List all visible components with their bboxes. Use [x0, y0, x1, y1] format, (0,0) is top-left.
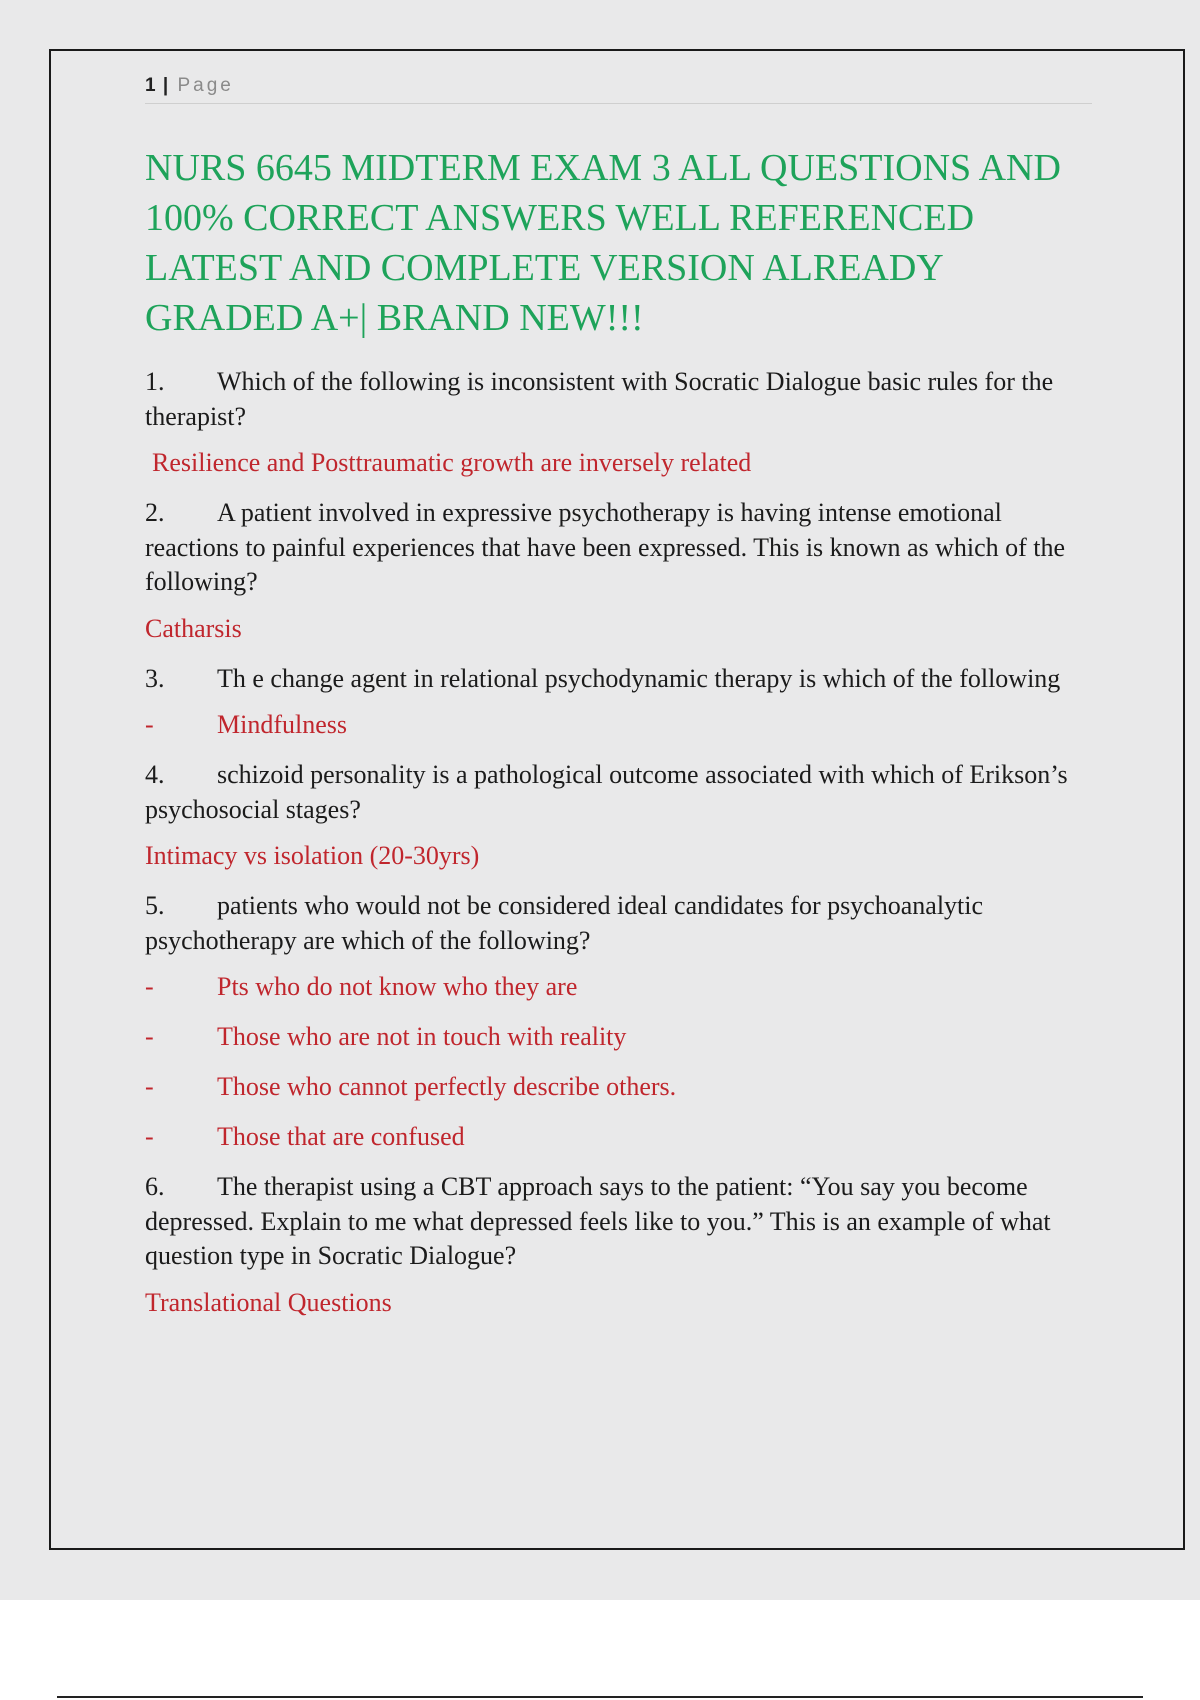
answer-5-bullet-3 [145, 1070, 1095, 1104]
question-number: 5. [145, 891, 165, 920]
question-number: 2. [145, 498, 165, 527]
question-number: 6. [145, 1172, 165, 1201]
question-5 [145, 889, 1095, 958]
question-text: patients who would not be considered ideal candidates for psychoanalytic psychotherapy are which of the following? [145, 891, 984, 955]
question-4 [145, 758, 1095, 827]
answer-6: Translational Questions [145, 1287, 392, 1317]
question-text: The therapist using a CBT approach says to the patient: “You say you become depressed. Explain to me what depressed feels like to you.” This is an example of what question type in Socratic Dialogue? [145, 1172, 1051, 1270]
question-6 [145, 1170, 1095, 1274]
bullet-dash: - [145, 1022, 154, 1051]
question-2 [145, 496, 1095, 600]
page-label: Page [177, 75, 234, 96]
bullet-text: Those who are not in touch with reality [217, 1022, 627, 1051]
page-header [145, 73, 1092, 104]
bullet-text: Those who cannot perfectly describe others. [217, 1072, 677, 1101]
bullet-dash: - [145, 710, 154, 739]
answer-5-bullet-4 [145, 1120, 1095, 1154]
bullet-text: Pts who do not know who they are [217, 972, 578, 1001]
page-number: 1 [145, 75, 156, 96]
question-number: 4. [145, 760, 165, 789]
page-separator: | [162, 75, 169, 96]
document-body [145, 143, 1095, 1336]
question-text: Th e change agent in relational psychodynamic therapy is which of the following [217, 663, 1061, 693]
question-text: Which of the following is inconsistent with Socratic Dialogue basic rules for the therapist? [145, 367, 1054, 431]
bullet-dash: - [145, 972, 154, 1001]
answer-4: Intimacy vs isolation (20-30yrs) [145, 841, 480, 870]
bullet-dash: - [145, 1072, 154, 1101]
answer-5-bullet-2 [145, 1020, 1095, 1054]
answer-1: Resilience and Posttraumatic growth are inversely related [152, 448, 752, 477]
question-1 [145, 365, 1095, 434]
answer-5-bullet-1 [145, 970, 1095, 1004]
bullet-text: Mindfulness [217, 710, 347, 739]
document-title: NURS 6645 MIDTERM EXAM 3 ALL QUESTIONS AND 100% CORRECT ANSWERS WELL REFERENCED LATEST AND COMPLETE VERSION ALREADY GRADED A+| BRAND NEW!!! [145, 147, 1061, 339]
question-text: A patient involved in expressive psychotherapy is having intense emotional reactions to painful experiences that have been expressed. This is known as which of the following? [145, 498, 1066, 596]
question-number: 1. [145, 367, 165, 396]
bullet-dash: - [145, 1122, 154, 1151]
answer-3-bullet-1 [145, 708, 1095, 742]
bullet-text: Those that are confused [217, 1122, 465, 1151]
answer-2: Catharsis [145, 613, 242, 643]
question-number: 3. [145, 663, 165, 693]
question-3 [145, 662, 1095, 697]
question-text: schizoid personality is a pathological outcome associated with which of Erikson’s psychosocial stages? [145, 760, 1068, 824]
footer-divider [57, 1696, 1143, 1698]
